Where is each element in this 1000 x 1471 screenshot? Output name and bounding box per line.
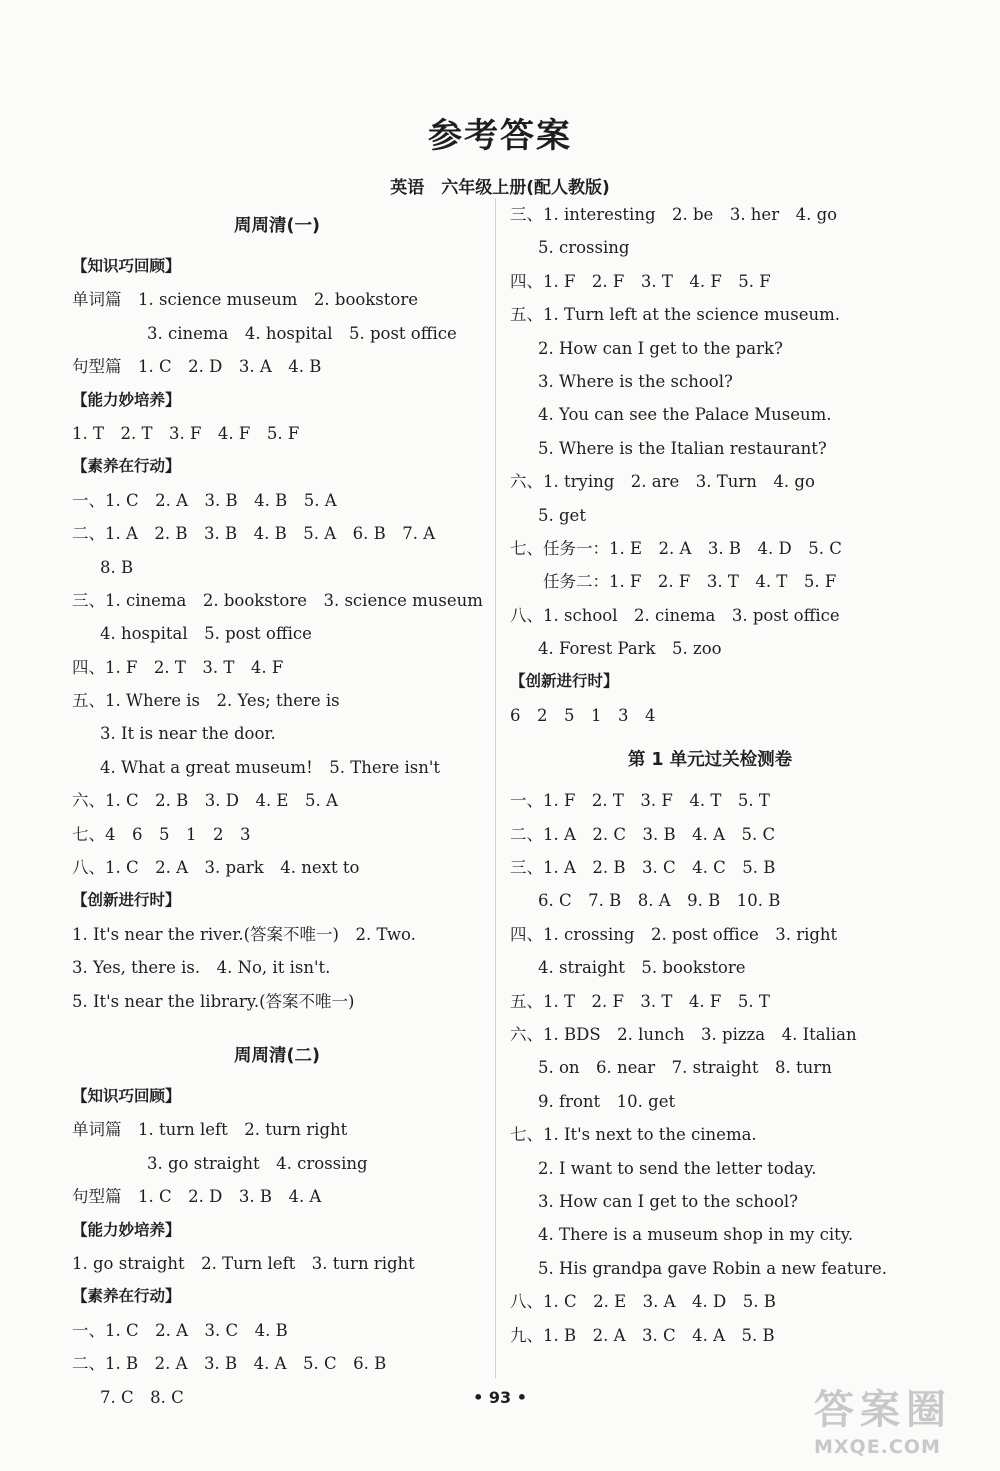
answer-line: 9. front 10. get	[538, 1091, 676, 1111]
answer-line: 三、1. cinema 2. bookstore 3. science museum	[72, 590, 483, 610]
answer-line: 二、1. A 2. B 3. B 4. B 5. A 6. B 7. A	[72, 524, 436, 544]
answer-line: 2. How can I get to the park?	[538, 338, 783, 358]
answer-line: 1. It's near the river.(答案不唯一) 2. Two.	[72, 924, 416, 944]
left-column	[72, 198, 482, 1414]
answer-line: 5. His grandpa gave Robin a new feature.	[538, 1258, 887, 1278]
subsection-label: 【知识巧回顾】	[72, 257, 181, 275]
answer-line: 三、1. A 2. B 3. C 4. C 5. B	[510, 858, 776, 878]
answer-line: 3. cinema 4. hospital 5. post office	[147, 323, 457, 343]
subsection-label: 【能力妙培养】	[72, 1220, 181, 1239]
subsection-label: 【创新进行时】	[510, 672, 619, 691]
answer-line: 4. You can see the Palace Museum.	[538, 405, 832, 425]
answer-line: 3. Where is the school?	[538, 371, 733, 391]
answer-line: 3. How can I get to the school?	[538, 1191, 798, 1211]
answer-line: 七、4 6 5 1 2 3	[72, 824, 251, 844]
answer-line: 二、1. B 2. A 3. B 4. A 5. C 6. B	[72, 1354, 387, 1374]
answer-line: 五、1. Turn left at the science museum.	[510, 305, 841, 325]
watermark-text: 答案圈	[814, 1387, 952, 1433]
answer-line: 1. T 2. T 3. F 4. F 5. F	[72, 423, 300, 443]
answer-line: 八、1. C 2. A 3. park 4. next to	[72, 858, 360, 878]
answer-line: 2. I want to send the letter today.	[538, 1158, 817, 1178]
answer-line: 6. C 7. B 8. A 9. B 10. B	[538, 891, 781, 911]
section-heading: 第 1 单元过关检测卷	[627, 750, 793, 771]
answer-line: 六、1. BDS 2. lunch 3. pizza 4. Italian	[510, 1024, 857, 1044]
subsection-label: 【能力妙培养】	[72, 390, 181, 409]
answer-line: 九、1. B 2. A 3. C 4. A 5. B	[510, 1325, 775, 1345]
answer-line: 一、1. F 2. T 3. F 4. T 5. T	[510, 791, 770, 811]
subsection-label: 【素养在行动】	[72, 457, 181, 476]
answer-line: 八、1. school 2. cinema 3. post office	[510, 605, 840, 625]
answer-line: 八、1. C 2. E 3. A 4. D 5. B	[510, 1292, 776, 1312]
answer-line: 1. go straight 2. Turn left 3. turn right	[72, 1253, 415, 1273]
answer-line: 五、1. Where is 2. Yes; there is	[72, 691, 340, 711]
right-column	[510, 198, 910, 1352]
section-heading: 周周清(二)	[234, 1045, 320, 1066]
answer-line: 3. It is near the door.	[100, 724, 276, 744]
answer-line: 3. Yes, there is. 4. No, it isn't.	[72, 958, 331, 978]
answer-line: 六、1. trying 2. are 3. Turn 4. go	[510, 472, 815, 492]
watermark-url: MXQE.COM	[814, 1436, 941, 1458]
subsection-label: 【创新进行时】	[72, 891, 181, 910]
answer-line: 单词篇 1. science museum 2. bookstore	[72, 290, 418, 310]
answer-line: 5. crossing	[538, 238, 630, 258]
subsection-label: 【知识巧回顾】	[72, 1086, 181, 1105]
answer-line: 4. hospital 5. post office	[100, 624, 312, 644]
answer-line: 单词篇 1. turn left 2. turn right	[72, 1120, 348, 1140]
watermark-logo	[814, 1384, 984, 1464]
column-divider	[495, 198, 496, 1378]
answer-line: 四、1. F 2. F 3. T 4. F 5. F	[510, 271, 771, 291]
answer-line: 5. on 6. near 7. straight 8. turn	[538, 1058, 832, 1078]
answer-line: 七、1. It's next to the cinema.	[510, 1125, 757, 1145]
subsection-label: 【素养在行动】	[72, 1287, 181, 1306]
answer-line: 6 2 5 1 3 4	[510, 705, 656, 725]
answer-line: 8. B	[100, 557, 134, 577]
page-title: 参考答案	[428, 116, 572, 156]
answer-line: 句型篇 1. C 2. D 3. A 4. B	[72, 357, 322, 377]
answer-line: 5. Where is the Italian restaurant?	[538, 438, 827, 458]
answer-line: 4. There is a museum shop in my city.	[538, 1225, 854, 1245]
answer-line: 一、1. C 2. A 3. C 4. B	[72, 1320, 288, 1340]
answer-line: 5. get	[538, 505, 586, 525]
answer-line: 七、任务一：1. E 2. A 3. B 4. D 5. C	[510, 538, 842, 558]
answer-line: 六、1. C 2. B 3. D 4. E 5. A	[72, 791, 338, 811]
page-subtitle: 英语 六年级上册(配人教版)	[390, 178, 610, 198]
answer-line: 4. straight 5. bookstore	[538, 958, 746, 978]
answer-line: 4. Forest Park 5. zoo	[538, 639, 722, 659]
answer-line: 五、1. T 2. F 3. T 4. F 5. T	[510, 991, 770, 1011]
answer-line: 7. C 8. C	[100, 1387, 184, 1407]
answer-line: 3. go straight 4. crossing	[147, 1153, 368, 1173]
answer-line: 一、1. C 2. A 3. B 4. B 5. A	[72, 490, 337, 510]
section-heading: 周周清(一)	[234, 216, 320, 236]
answer-line: 四、1. crossing 2. post office 3. right	[510, 924, 838, 944]
page-number: • 93 •	[473, 1388, 527, 1407]
answer-line: 三、1. interesting 2. be 3. her 4. go	[510, 205, 838, 224]
answer-line: 任务二：1. F 2. F 3. T 4. T 5. F	[510, 572, 837, 592]
answer-line: 5. It's near the library.(答案不唯一)	[72, 991, 355, 1011]
answer-line: 4. What a great museum! 5. There isn't	[100, 757, 441, 777]
answer-line: 四、1. F 2. T 3. T 4. F	[72, 657, 284, 677]
answer-line: 二、1. A 2. C 3. B 4. A 5. C	[510, 824, 776, 844]
answer-line: 句型篇 1. C 2. D 3. B 4. A	[72, 1187, 322, 1207]
